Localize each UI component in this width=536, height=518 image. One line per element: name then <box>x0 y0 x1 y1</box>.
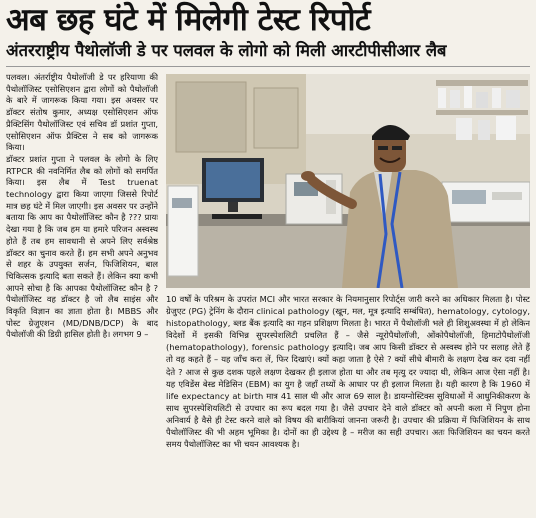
news-photo <box>166 74 530 288</box>
bottom-article-text <box>166 293 530 515</box>
bottom-paragraph: 10 वर्षों के परिश्रम के उपरांत MCI और भारत सरकार के नियमानुसार रिपोर्ट्स जारी करने का अधिकार मिलता है। पोस्ट ग्रेजुएट (PG) ट्रेनिंग के दौरान clinical pathology (खून, मल, मूत्र इत्यादि सम्बंधित), hematology, cytology, histopathology, ब्लड बैंक इत्यादि का गहन प्रशिक्षण मिलता है। भारत में पैथोलॉजी भले ही शिशुअवस्था में हो लेकिन विदेशों में इसकी विभिन्न सुपरस्पेशलिटी प्रचलित हैं – जैसे न्यूरोपैथोलॉजी, ओंकोपैथोलॉजी, हिमाटोपैथोलॉजी (hematopathology), forensic pathology इत्यादि। जब आप किसी डॉक्टर से अस्वस्थ होने पर सलाह लेते हैं तो वह कहते हैं – यह जाँच करा लें, फिर दिखाएं। क्यों कहा जाता है ऐसे ? क्यों सीधे बीमारी के लक्षण देख कर दवा नहीं देते ? आज से कुछ दशक पहले लक्षण देखकर ही इलाज होता था और तब मृत्यु दर ज्यादा थी, लेकिन आज ऐसा नहीं है। यह एविडेंस बेस्ड मेडिसिन (EBM) का युग है जहाँ तथ्यों के आधार पर ही इलाज मिलता है। यही कारण है कि 1960 में life expectancy at birth मात्र 41 साल थी और आज 69 साल है। डायग्नोस्टिक्स सुविधाओं में आधुनिकीकरण के साथ सुपरस्पेशियलिटी से उपचार का रूप बदल गया है। जैसे उपचार देने वाले डॉक्टर को अपनी कला में निपुण होना अनिवार्य है वैसे ही टेस्ट करने वाले को विषय की बारीकियां जानना जरूरी है। उपचार की प्रक्रिया में फिजिशियन के साथ पैथोलॉजिस्ट की भी अहम भूमिका है। दोनों का ही उद्देश्य है – मरीज का सही उपचार। अतः फिजिशियन का चयन करते समय पैथोलॉजिस्ट का भी चयन आवश्यक है। <box>166 294 530 450</box>
left-paragraph-2: डॉक्टर प्रशांत गुप्ता ने पलवल के लोगो के लिए RTPCR की नवनिर्मित लैब को लोगों को समर्पित किया। इस लैब में Test truenat technology द्वारा किया जाएगा जिससे रिपोर्ट मात्र छह घंटे में मिल जाएगी। इस अवसर पर उन्होंने बताया कि आप का पैथोलॉजिस्ट कौन है ??? प्रायः देखा गया है कि जब हम या हमारे परिजन अस्वस्थ होते हैं तब हम सावधानी से अपने लिए सर्वश्रेष्ठ डॉक्टर का चुनाव करते हैं। हम सभी अपने अनुभव से शहर के उपयुक्त सर्जन, फिजिशियन, बाल चिकित्सक इत्यादि बता सकते हैं। लेकिन क्या कभी आपने सोचा है कि आपका पैथोलॉजिस्ट कौन है ? पैथोलॉजिस्ट वह डॉक्टर है जो लैब साइंस और विकृति विज्ञान का ज्ञाता होता है। MBBS और पोस्ट ग्रेजुएशन (MD/DNB/DCP) के बाद पैथोलॉजी की डिग्री हासिल होती है। लगभग 9 – <box>6 153 158 340</box>
divider <box>6 66 530 67</box>
subheadline: अंतरराष्ट्रीय पैथोलॉजी डे पर पलवल के लोगो को मिली आरटीपीसीआर लैब <box>6 41 447 60</box>
left-column <box>6 72 158 516</box>
left-paragraph-1: पलवल। अंतर्राष्ट्रीय पैथोलॉजी डे पर हरियाणा की पैथोलॉजिस्ट एसोसिएशन द्वारा लोगों को पैथोलॉजी के बारे में जागरूक किया गया। इस अवसर पर डॉक्टर संतोष कुमार, अध्यक्ष एसोसिएशन ऑफ प्रैक्टिसिंग पैथोलॉजिस्ट एवं सचिव डॉ प्रशांत गुप्ता, एसोसिएशन ऑफ प्रैक्टिस ने सब को जागरूक किया। <box>6 72 158 153</box>
headline: अब छह घंटे में मिलेगी टेस्ट रिपोर्ट <box>6 2 371 38</box>
